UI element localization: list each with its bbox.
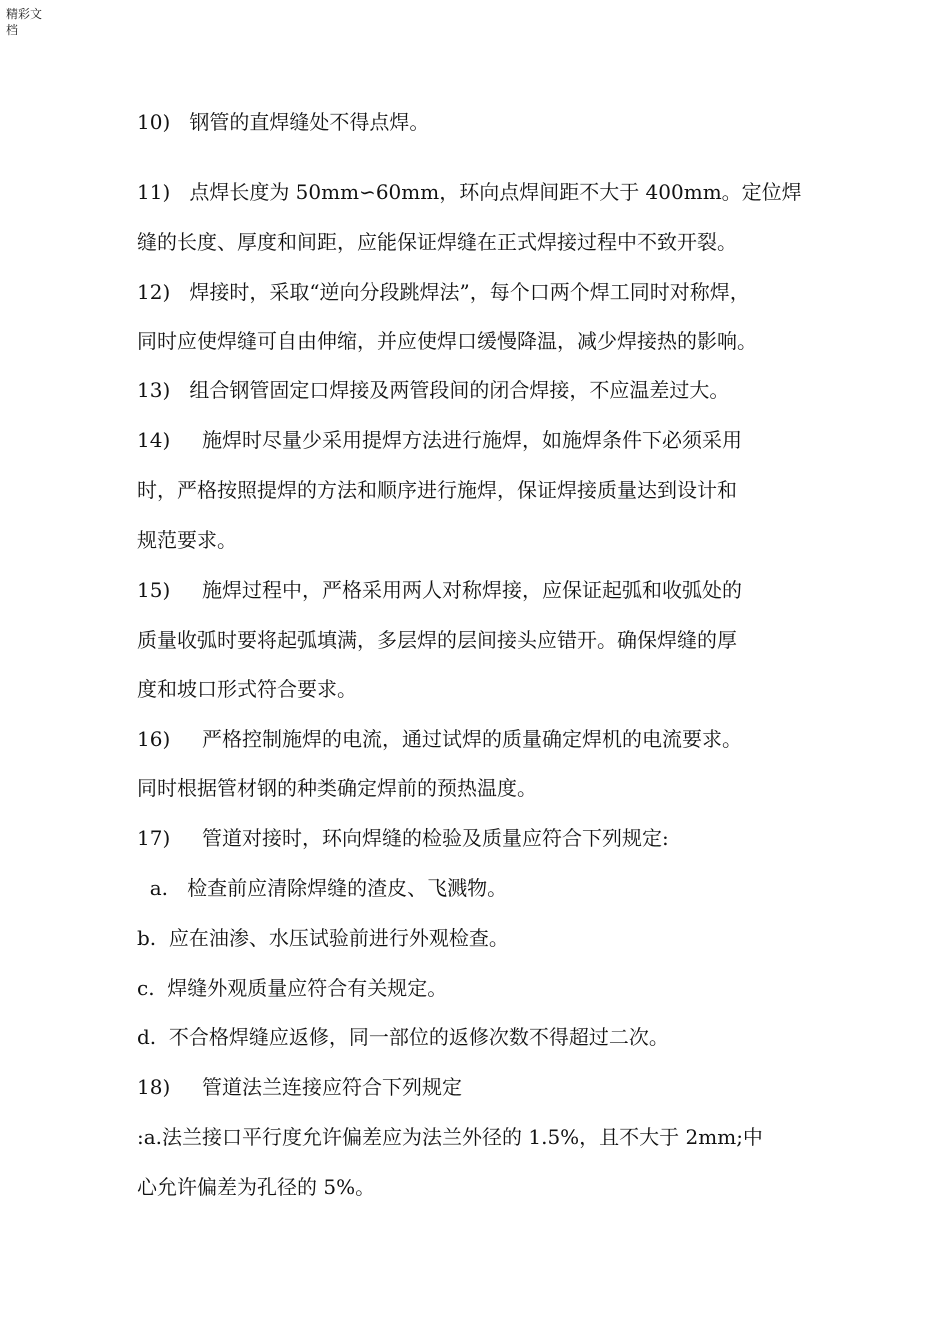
paragraph-line: :a.法兰接口平行度允许偏差应为法兰外径的 1.5%，且不大于 2mm;中 (137, 1125, 763, 1149)
paragraph-line: 13) 组合钢管固定口焊接及两管段间的闭合焊接，不应温差过大。 (137, 378, 730, 402)
list-item: b. 应在油渗、水压试验前进行外观检查。 (137, 926, 509, 950)
paragraph-line: 同时根据管材钢的种类确定焊前的预热温度。 (137, 776, 537, 800)
paragraph-line: 心允许偏差为孔径的 5%。 (137, 1175, 376, 1199)
header-label (6, 6, 54, 38)
paragraph-line: 同时应使焊缝可自由伸缩，并应使焊口缓慢降温，减少焊接热的影响。 (137, 329, 757, 353)
paragraph-line: 10) 钢管的直焊缝处不得点焊。 (137, 110, 430, 134)
paragraph-line: 17) 管道对接时，环向焊缝的检验及质量应符合下列规定: (137, 826, 669, 850)
paragraph-line: 12) 焊接时，采取“逆向分段跳焊法”，每个口两个焊工同时对称焊， (137, 280, 750, 304)
list-item: d. 不合格焊缝应返修，同一部位的返修次数不得超过二次。 (137, 1025, 669, 1049)
paragraph-line: 11) 点焊长度为 50mm∽60mm，环向点焊间距不大于 400mm。定位焊 (137, 180, 802, 204)
paragraph-line: 时，严格按照提焊的方法和顺序进行施焊，保证焊接质量达到设计和 (137, 478, 737, 502)
paragraph-line: 质量收弧时要将起弧填满，多层焊的层间接头应错开。确保焊缝的厚 (137, 628, 737, 652)
paragraph-line: 度和坡口形式符合要求。 (137, 677, 357, 701)
header-label-line-1: 精彩文 (6, 7, 43, 21)
header-label-line-2: 档 (6, 23, 19, 37)
list-item: c. 焊缝外观质量应符合有关规定。 (137, 976, 448, 1000)
paragraph-line: 18) 管道法兰连接应符合下列规定 (137, 1075, 463, 1099)
paragraph-line: 14) 施焊时尽量少采用提焊方法进行施焊，如施焊条件下必须采用 (137, 428, 743, 452)
paragraph-line: 缝的长度、厚度和间距，应能保证焊缝在正式焊接过程中不致开裂。 (137, 230, 737, 254)
paragraph-line: 规范要求。 (137, 528, 237, 552)
paragraph-line: 16) 严格控制施焊的电流，通过试焊的质量确定焊机的电流要求。 (137, 727, 743, 751)
list-item: a. 检查前应清除焊缝的渣皮、飞溅物。 (137, 876, 508, 900)
paragraph-line: 15) 施焊过程中，严格采用两人对称焊接，应保证起弧和收弧处的 (137, 578, 743, 602)
